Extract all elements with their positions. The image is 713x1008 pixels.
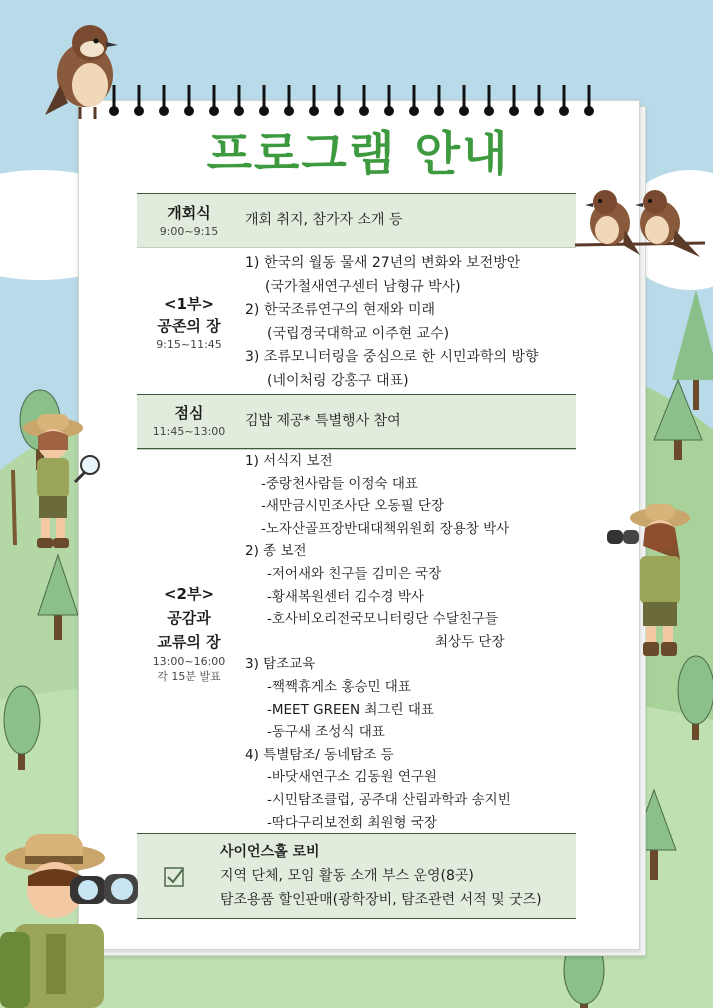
session-name: <2부>: [163, 585, 215, 603]
session-name: 점심: [174, 404, 204, 422]
row-label: [137, 293, 241, 352]
content-line: -시민탐조클럽, 공주대 산림과학과 송지빈: [267, 791, 511, 808]
content-line: 2) 한국조류연구의 현재와 미래: [245, 302, 436, 318]
content-line: -중랑천사람들 이정숙 대표: [261, 475, 418, 492]
content-line: -짹짹휴게소 홍승민 대표: [267, 678, 411, 695]
content-line: -저어새와 친구들 김미은 국장: [267, 565, 442, 582]
row-content: [245, 252, 572, 393]
explorer-girl-binoculars: [605, 500, 700, 660]
content-line: -새만금시민조사단 오동필 단장: [261, 498, 444, 515]
content-line: 탐조용품 할인판매(광학장비, 탐조관련 서적 및 굿즈): [220, 892, 542, 908]
session-subtitle: 교류의 장: [157, 633, 221, 651]
content-line: (국립경국대학교 이주현 교수): [267, 325, 450, 342]
content-line: 4) 특별탐조/ 동네탐조 등: [245, 746, 394, 763]
row-content: [220, 840, 572, 912]
row-content: [245, 450, 572, 834]
explorer-girl-magnifier: [5, 410, 105, 550]
content-line: 개회 취지, 참가자 소개 등: [245, 212, 403, 228]
row-label: [137, 402, 241, 439]
content-line: 지역 단체, 모임 활동 소개 부스 운영(8곳): [220, 868, 474, 884]
content-line: -동구새 조성식 대표: [267, 724, 385, 741]
row-content: [245, 410, 572, 433]
content-heading: 사이언스홀 로비: [220, 844, 320, 860]
session-subtitle: 공감과: [167, 609, 211, 627]
schedule-row-opening: [137, 193, 576, 248]
content-line: 최상두 단장: [435, 633, 505, 650]
session-name: 개회식: [167, 204, 211, 222]
schedule-row-lobby: [137, 833, 576, 919]
row-label: [137, 202, 241, 239]
session-name: <1부>: [163, 295, 215, 313]
schedule-row-part1: [137, 247, 576, 393]
notebook-rings: [106, 80, 606, 120]
content-line: -바닷새연구소 김동원 연구원: [267, 769, 437, 786]
schedule-row-lunch: [137, 394, 576, 449]
row-content: [245, 209, 572, 232]
content-line: -호사비오리전국모니터링단 수달친구들: [267, 611, 498, 628]
content-line: (국가철새연구센터 남형규 박사): [265, 278, 461, 295]
session-time: 13:00~16:00: [152, 655, 226, 668]
content-line: -황새복원센터 김수경 박사: [267, 588, 424, 605]
content-line: 1) 서식지 보전: [245, 453, 333, 469]
content-line: 김밥 제공* 특별행사 참여: [245, 413, 401, 429]
session-note: 각 15분 발표: [157, 670, 221, 683]
content-line: -딱다구리보전회 최원형 국장: [267, 814, 437, 831]
content-line: 3) 탐조교육: [245, 656, 316, 673]
explorer-boy-binoculars: [0, 828, 160, 1008]
session-time: 9:15~11:45: [156, 338, 222, 351]
session-time: 11:45~13:00: [152, 425, 226, 438]
content-line: -노자산골프장반대대책위원회 장용창 박사: [261, 520, 510, 537]
sparrow-icon: [40, 15, 130, 125]
schedule-row-part2: [137, 449, 576, 833]
row-label: [137, 582, 241, 684]
session-subtitle: 공존의 장: [157, 317, 221, 335]
content-line: 3) 조류모니터링을 중심으로 한 시민과학의 방향: [245, 349, 539, 365]
sparrow-icon: [575, 185, 705, 265]
page-title: 프로그램 안내: [206, 127, 510, 182]
content-line: 2) 종 보전: [245, 543, 307, 560]
content-line: 1) 한국의 월동 물새 27년의 변화와 보전방안: [245, 255, 521, 271]
session-time: 9:00~9:15: [159, 225, 219, 238]
check-icon: [164, 867, 184, 887]
content-line: (네이처링 강홍구 대표): [267, 372, 409, 389]
content-line: -MEET GREEN 최그린 대표: [267, 701, 434, 718]
